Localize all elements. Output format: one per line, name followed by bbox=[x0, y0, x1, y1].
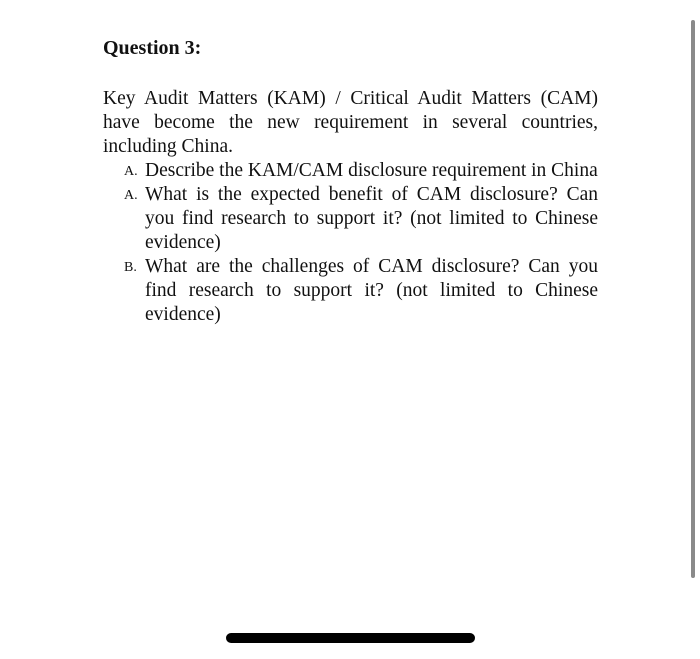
sub-question-item bbox=[103, 255, 598, 327]
sub-question-item bbox=[103, 159, 598, 183]
sub-question-text: What is the expected benefit of CAM disclosure? Can you find research to support it? (not limited to Chinese evidence) bbox=[145, 184, 598, 253]
question-document bbox=[103, 36, 598, 327]
sub-question-marker: A. bbox=[124, 188, 138, 203]
sub-question-text: What are the challenges of CAM disclosure? Can you find research to support it? (not limited to Chinese evidence) bbox=[145, 256, 598, 325]
sub-question-marker: A. bbox=[124, 164, 138, 179]
sub-question-list bbox=[103, 159, 598, 327]
question-title: Question 3: bbox=[103, 37, 202, 59]
sub-question-marker: B. bbox=[124, 260, 137, 275]
question-intro: Key Audit Matters (KAM) / Critical Audit Matters (CAM) have become the new requirement in several countries, including China. bbox=[103, 88, 598, 157]
vertical-scrollbar[interactable] bbox=[691, 20, 695, 578]
sub-question-item bbox=[103, 183, 598, 255]
home-indicator[interactable] bbox=[226, 633, 475, 643]
sub-question-text: Describe the KAM/CAM disclosure requirement in China bbox=[145, 160, 598, 181]
